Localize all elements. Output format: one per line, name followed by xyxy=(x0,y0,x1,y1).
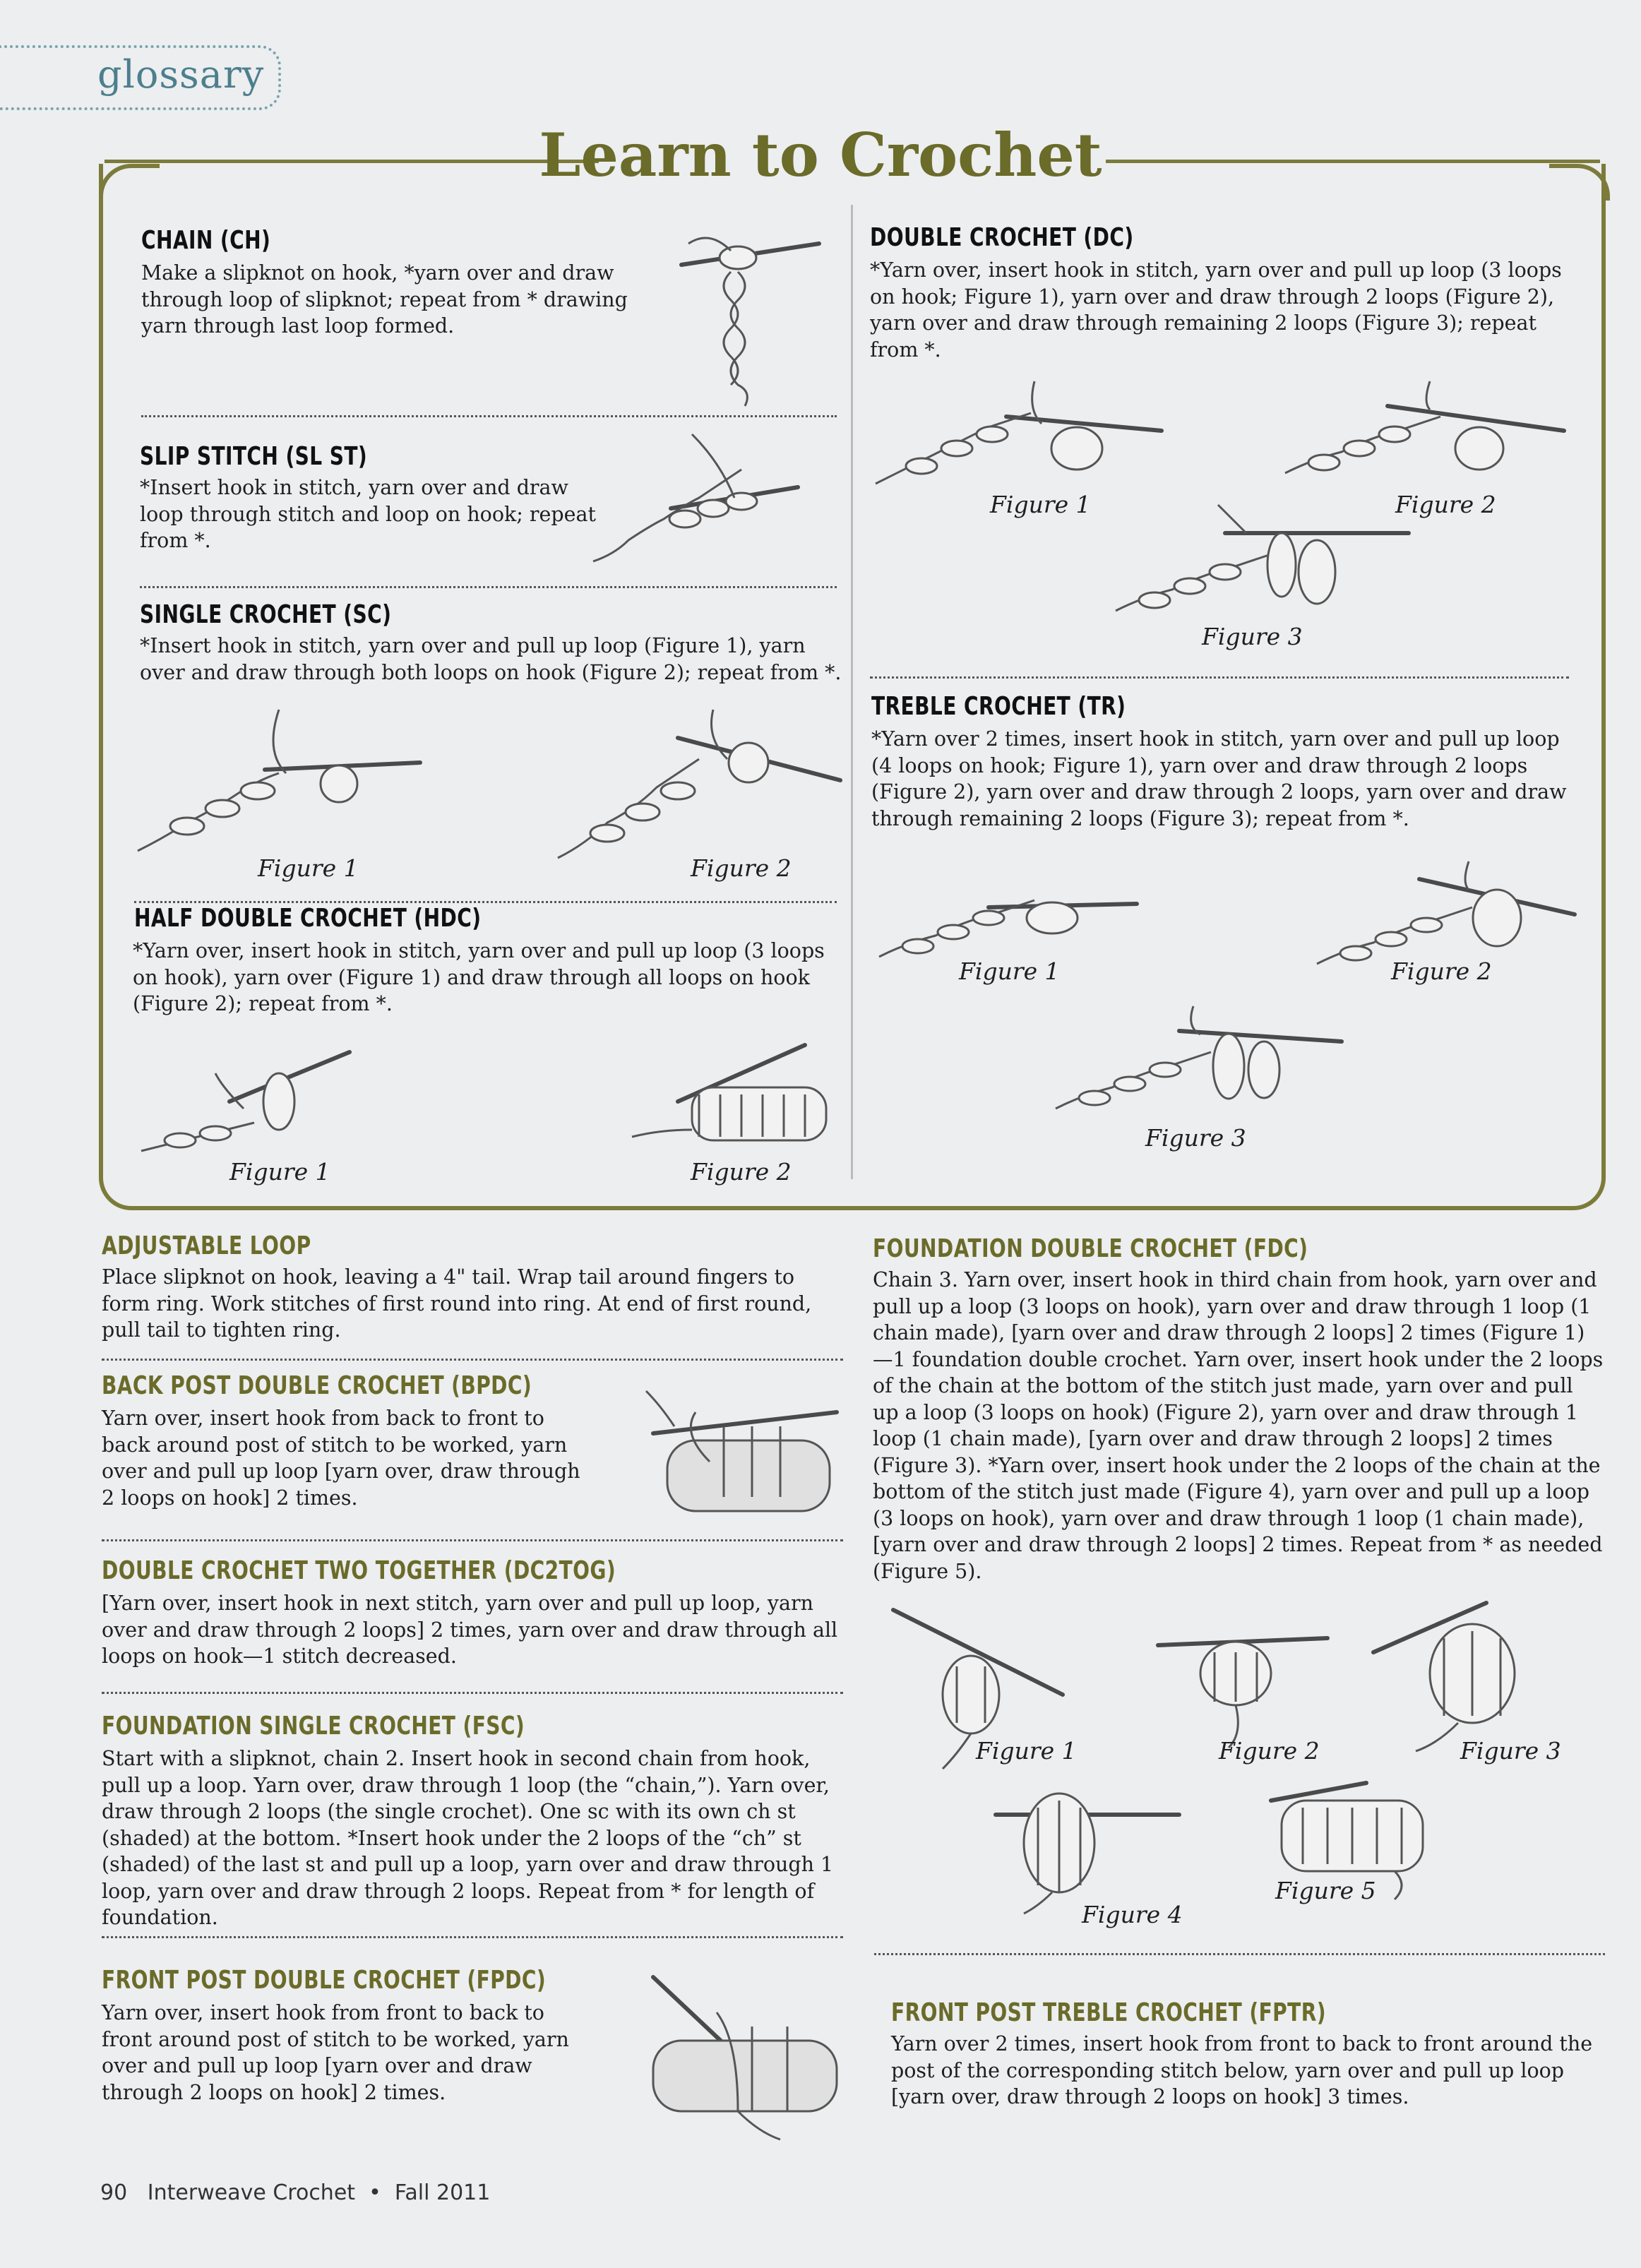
footer-bullet: • xyxy=(369,2180,381,2205)
adjustable-loop-body: Place slipknot on hook, leaving a 4" tail. Wrap tail around fingers to form ring. Work stitches of first round into ring. At end of first round, pull tail to tighten ring. xyxy=(102,1265,812,1342)
page-title: Learn to Crochet xyxy=(539,120,1102,190)
bpdc-body: Yarn over, insert hook from back to front to back around post of stitch to be worked, yarn over and pull up loop [yarn over, draw through 2 loops on hook] 2 times. xyxy=(102,1407,580,1510)
dc2tog-body: [Yarn over, insert hook in next stitch, yarn over and pull up loop, yarn over and draw through 2 loops] 2 times, yarn over and draw through all loops on hook—1 stitch decreased. xyxy=(102,1592,838,1668)
slip-stitch-body: *Insert hook in stitch, yarn over and draw loop through stitch and loop on hook; repeat from *. xyxy=(140,476,596,552)
tr-figure-2-illustration xyxy=(1313,858,1582,971)
sc-figure-2-illustration xyxy=(551,703,847,872)
fptr-heading: FRONT POST TREBLE CROCHET (FPTR) xyxy=(891,1998,1326,2027)
divider xyxy=(870,676,1569,679)
fdc-heading: FOUNDATION DOUBLE CROCHET (FDC) xyxy=(873,1234,1308,1263)
section-tab-label: glossary xyxy=(97,52,265,97)
chain-body: Make a slipknot on hook, *yarn over and draw through loop of slipknot; repeat from * drawing yarn through last loop formed. xyxy=(141,261,628,338)
fsc-heading: FOUNDATION SINGLE CROCHET (FSC) xyxy=(102,1712,525,1741)
divider xyxy=(874,1953,1605,1955)
divider xyxy=(102,1359,843,1361)
hdc-figure-1-caption: Figure 1 xyxy=(229,1158,330,1186)
fdc-figure-2-illustration xyxy=(1151,1610,1335,1751)
fdc-figure-3-illustration xyxy=(1359,1596,1571,1758)
single-crochet-body: *Insert hook in stitch, yarn over and pull up loop (Figure 1), yarn over and draw through both loops on hook (Figure 2); repeat from *. xyxy=(140,634,842,684)
divider xyxy=(140,586,837,588)
column-divider xyxy=(851,205,853,1179)
dc-figure-1-illustration xyxy=(872,378,1169,491)
bpdc-heading: BACK POST DOUBLE CROCHET (BPDC) xyxy=(102,1371,532,1400)
dc-figure-3-caption: Figure 3 xyxy=(1202,623,1303,650)
fdc-figure-4-illustration xyxy=(989,1765,1186,1914)
fpdc-heading: FRONT POST DOUBLE CROCHET (FPDC) xyxy=(102,1966,547,1995)
tr-heading: TREBLE CROCHET (TR) xyxy=(871,692,1126,721)
page-footer xyxy=(100,2180,490,2205)
chain-illustration xyxy=(667,215,830,406)
bpdc-illustration xyxy=(639,1384,851,1525)
adjustable-loop-heading: ADJUSTABLE LOOP xyxy=(102,1231,311,1260)
divider xyxy=(102,1692,843,1694)
dc-figure-3-illustration xyxy=(1112,501,1423,621)
divider xyxy=(102,1936,843,1938)
sc-figure-1-illustration xyxy=(131,703,427,872)
tr-figure-1-illustration xyxy=(876,876,1144,967)
dc-body: *Yarn over, insert hook in stitch, yarn over and pull up loop (3 loops on hook; Figure 1), yarn over and draw through 2 loops (Figure 2), yarn over and draw through remaining 2 loops (Figure 3); repeat from *. xyxy=(870,258,1562,362)
slip-stitch-heading: SLIP STITCH (SL ST) xyxy=(140,442,368,471)
issue-date: Fall 2011 xyxy=(394,2180,491,2205)
fdc-figure-2-caption: Figure 2 xyxy=(1219,1737,1320,1765)
fdc-figure-1-caption: Figure 1 xyxy=(976,1737,1077,1765)
tr-body: *Yarn over 2 times, insert hook in stitch, yarn over and pull up loop (4 loops on hook; Figure 1), yarn over and draw through 2 loops (Figure 2), yarn over and draw through 2 loops, yarn over and draw through remaining 2 loops (Figure 3); repeat from *. xyxy=(871,727,1567,830)
fsc-body: Start with a slipknot, chain 2. Insert hook in second chain from hook, pull up a loop. Yarn over, draw through 1 loop (the “chain,”). Yarn over, draw through 2 loops (the single crochet). One sc with its own ch st (shaded) at the bottom. *Insert hook under the 2 loops of the “ch” st (shaded) of the last st and pull up a loop, yarn over and draw through 1 loop, yarn over and draw through 2 loops. Repeat from * for length of foundation. xyxy=(102,1747,834,1929)
page-number: 90 xyxy=(100,2180,128,2205)
hdc-figure-1-illustration xyxy=(138,1045,371,1158)
tr-figure-2-caption: Figure 2 xyxy=(1391,957,1492,985)
sc-figure-2-caption: Figure 2 xyxy=(691,854,792,882)
tr-figure-3-illustration xyxy=(1052,1003,1349,1116)
hdc-figure-2-illustration xyxy=(628,1038,847,1158)
sc-figure-1-caption: Figure 1 xyxy=(258,854,359,882)
hdc-heading: HALF DOUBLE CROCHET (HDC) xyxy=(134,904,482,933)
dc-figure-2-illustration xyxy=(1282,378,1571,491)
dc-figure-2-caption: Figure 2 xyxy=(1395,491,1496,518)
slip-stitch-illustration xyxy=(586,427,826,568)
tr-figure-3-caption: Figure 3 xyxy=(1145,1124,1246,1152)
single-crochet-heading: SINGLE CROCHET (SC) xyxy=(140,600,392,629)
fpdc-illustration xyxy=(632,1970,858,2147)
hdc-figure-2-caption: Figure 2 xyxy=(691,1158,792,1186)
dc2tog-heading: DOUBLE CROCHET TWO TOGETHER (DC2TOG) xyxy=(102,1556,616,1585)
fdc-body: Chain 3. Yarn over, insert hook in third chain from hook, yarn over and pull up a loop (3 loops on hook), yarn over and draw through 1 loop (1 chain made), [yarn over and draw through 2 loops] 2 times (Figure 1)—1 foundation double crochet. Yarn over, insert hook under the 2 loops of the chain at the bottom of the stitch just made, yarn over and pull up a loop (3 loops on hook) (Figure 2), yarn over and draw through 1 loop (1 chain made), [yarn over and draw through 2 loops] 2 times (Figure 3). *Yarn over, insert hook under the 2 loops of the chain at the bottom of the stitch just made (Figure 4), yarn over and pull up a loop (3 loops on hook), yarn over and draw through 1 loop (1 chain made), [yarn over and draw through 2 loops] 2 times. Repeat from * as needed (Figure 5). xyxy=(873,1268,1604,1583)
fptr-body: Yarn over 2 times, insert hook from front to back to front around the post of the corresponding stitch below, yarn over and pull up loop [yarn over, draw through 2 loops on hook] 3 times. xyxy=(891,2032,1593,2108)
divider xyxy=(102,1539,843,1541)
fdc-figure-4-caption: Figure 4 xyxy=(1082,1901,1183,1928)
magazine-name: Interweave Crochet xyxy=(147,2180,356,2205)
dc-heading: DOUBLE CROCHET (DC) xyxy=(870,223,1134,252)
divider xyxy=(134,901,837,903)
dc-figure-1-caption: Figure 1 xyxy=(990,491,1091,518)
fdc-figure-3-caption: Figure 3 xyxy=(1460,1737,1561,1765)
tr-figure-1-caption: Figure 1 xyxy=(959,957,1060,985)
divider xyxy=(141,415,837,417)
fpdc-body: Yarn over, insert hook from front to back to front around post of stitch to be worked, yarn over and pull up loop [yarn over and draw through 2 loops on hook] 2 times. xyxy=(102,2001,569,2104)
chain-heading: CHAIN (CH) xyxy=(141,226,271,255)
hdc-body: *Yarn over, insert hook in stitch, yarn over and pull up loop (3 loops on hook), yarn over (Figure 1) and draw through all loops on hook (Figure 2); repeat from *. xyxy=(133,939,825,1015)
fdc-figure-5-caption: Figure 5 xyxy=(1275,1877,1376,1904)
